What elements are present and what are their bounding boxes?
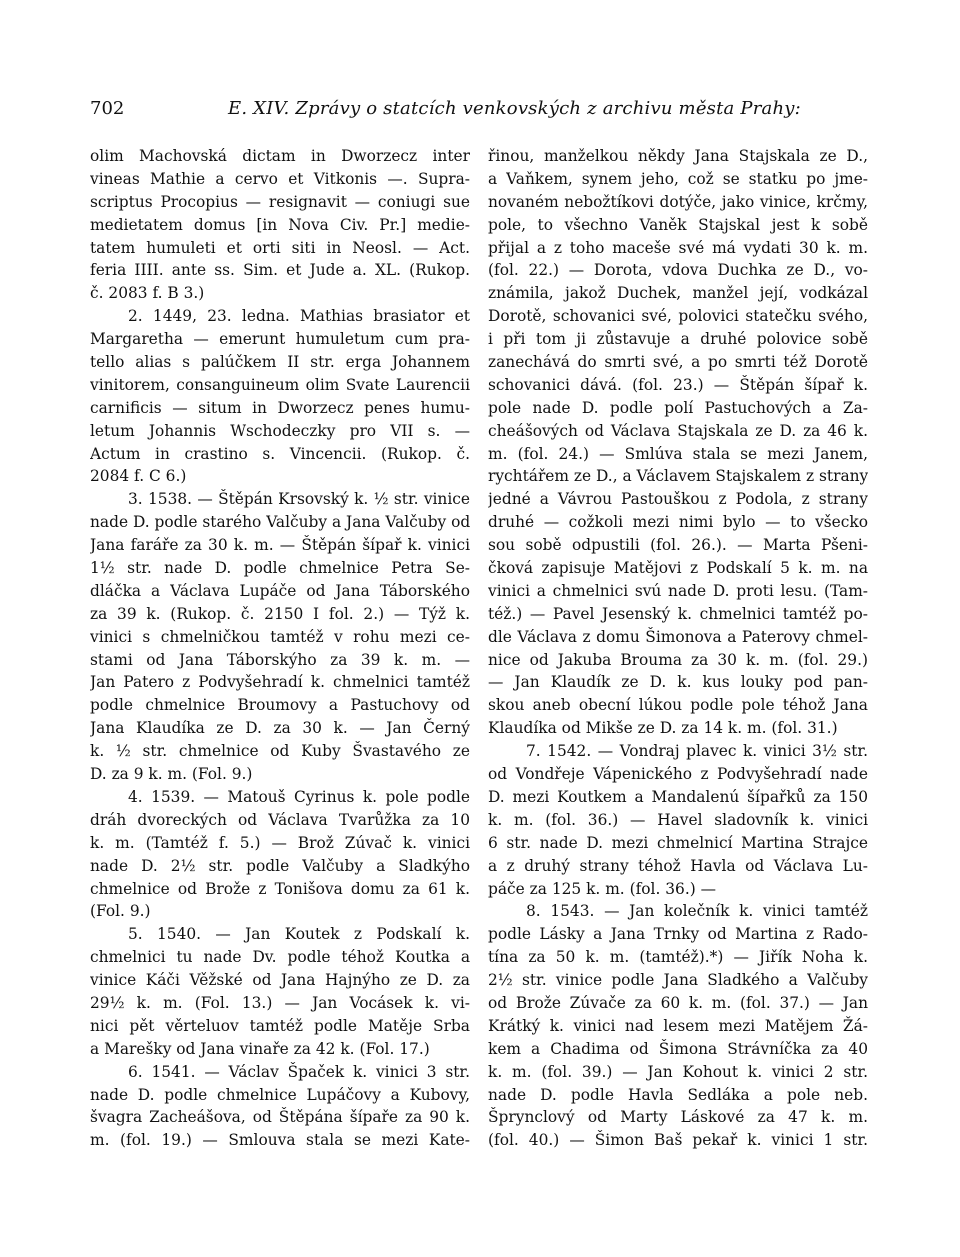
text-line: Jana faráře za 30 k. m. — Štěpán šípař k. vinici: [90, 536, 470, 555]
text-line: a z druhý strany téhož Havla od Václava Lu-: [488, 856, 868, 875]
text-line: tello alias s palúčkem II str. erga Johannem: [90, 353, 470, 372]
text-line: nade D. 2½ str. podle Valčuby a Sladkýho: [90, 856, 470, 875]
text-line: nade D. podle chmelnice Lupáčovy a Kubovy,: [90, 1085, 470, 1104]
text-line: za 39 k. (Rukop. č. 2150 I fol. 2.) — Týž k.: [90, 604, 470, 623]
text-line: vinitorem, consanguineum olim Svate Laurencii: [90, 375, 470, 394]
text-line: kem a Chadima od Šimona Strávníčka za 40: [488, 1039, 868, 1058]
text-line: podle Lásky a Jana Trnky od Martina z Rado-: [488, 925, 868, 944]
text-line: 8. 1543. — Jan kolečník k. vinici tamtéž: [526, 902, 868, 921]
text-line: dráh dvoreckých od Václava Tvarůžka za 10: [90, 810, 470, 829]
text-line: čková zapisuje Matějovi z Podskalí 5 k. m. na: [488, 559, 868, 578]
text-line: k. m. (fol. 39.) — Jan Kohout k. vinici 2 str.: [488, 1062, 868, 1081]
text-line: známila, jakož Duchek, manžel její, vodkázal: [488, 284, 868, 303]
text-line: zanechává do smrti své, a po smrti též Dorotě: [488, 353, 868, 372]
text-line: m. (fol. 24.) — Smlúva stala se mezi Janem,: [488, 444, 868, 463]
text-line: Šprynclový od Marty Láskové za 47 k. m.: [488, 1108, 868, 1127]
text-line: — Jan Klaudík ze D. k. kus louky pod pan-: [488, 673, 868, 692]
text-line: páče za 125 k. m. (fol. 36.) —: [488, 879, 717, 898]
text-line: Klaudíka od Mikše ze D. za 14 k. m. (fol. 31.): [488, 719, 838, 738]
text-line: a Marešky od Jana vinaře za 42 k. (Fol. 17.): [90, 1039, 430, 1058]
text-line: rychtářem ze D., a Václavem Stajskalem z strany: [488, 467, 868, 486]
text-line: tína za 50 k. m. (tamtéž).*) — Jiřík Noha k.: [488, 948, 868, 967]
text-line: dláčka a Václava Lupáče od Jana Táborského: [90, 581, 470, 600]
text-line: pole nade D. podle polí Pastuchových a Za-: [488, 398, 868, 417]
text-line: carnificis — situm in Dworzecz penes humu-: [90, 398, 470, 417]
text-line: i při tom ji zůstavuje a druhé polovice sobě: [488, 330, 868, 349]
text-line: 6 str. nade D. mezi chmelnicí Martina Strajce: [488, 833, 868, 852]
text-line: letum Johannis Wschodeczky pro VII s. —: [90, 421, 470, 440]
text-line: druhé — cožkoli mezi nimi bylo — to všecko: [488, 513, 868, 532]
text-line: chmelnici tu nade Dv. podle téhož Koutka a: [90, 948, 470, 967]
text-line: schovanici dává. (fol. 23.) — Štěpán šípař k.: [488, 375, 868, 394]
text-line: (Fol. 9.): [90, 902, 151, 921]
text-line: jedné a Vávrou Pastouškou z Podola, z strany: [488, 490, 868, 509]
text-line: tatem humuleti et orti siti in Neosl. — Act.: [90, 238, 470, 257]
text-line: Dorotě, schovanici své, polovici statečku svého,: [488, 307, 868, 326]
text-line: sou sobě odpustili (fol. 26.). — Marta Pšeni-: [488, 536, 868, 555]
text-line: k. ½ str. chmelnice od Kuby Švastavého ze: [90, 742, 470, 761]
text-line: nice od Jakuba Brouma za 30 k. m. (fol. 29.): [488, 650, 868, 669]
page-number: 702: [90, 98, 125, 119]
text-line: podle chmelnice Broumovy a Pastuchovy od: [90, 696, 470, 715]
text-line: k. m. (Tamtéž f. 5.) — Brož Zúvač k. vinici: [90, 833, 470, 852]
text-line: 4. 1539. — Matouš Cyrinus k. pole podle: [128, 787, 470, 806]
text-line: Margaretha — emerunt humuletum cum pra-: [90, 330, 470, 349]
text-line: č. 2083 f. B 3.): [90, 284, 205, 303]
text-line: D. za 9 k. m. (Fol. 9.): [90, 765, 253, 784]
text-line: švagra Zacheášova, od Štěpána šípaře za 90 k.: [90, 1108, 470, 1127]
text-line: 7. 1542. — Vondraj plavec k. vinici 3½ str.: [526, 742, 868, 761]
text-line: D. mezi Koutkem a Mandalenú šípařků za 150: [488, 787, 868, 806]
text-line: Actum in crastino s. Vincencii. (Rukop. č.: [90, 444, 470, 463]
running-header: [90, 98, 870, 128]
text-line: 2. 1449, 23. ledna. Mathias brasiator et: [128, 307, 470, 326]
text-line: nici pět věrteluov tamtéž podle Matěje Srba: [90, 1016, 470, 1035]
right-text-column: [488, 145, 868, 1152]
text-line: dle Václava z domu Šimonova a Paterovy chmel-: [488, 627, 868, 646]
text-line: vinici s chmelničkou tamtéž v rohu mezi ce-: [90, 627, 470, 646]
text-line: scriptus Procopius — resignavit — coniugi sue: [90, 192, 470, 211]
text-line: od Brože Zúvače za 60 k. m. (fol. 37.) — Jan: [488, 993, 868, 1012]
text-line: 6. 1541. — Václav Špaček k. vinici 3 str.: [128, 1062, 470, 1081]
text-line: pole, to všechno Vaněk Stajskal jest k sobě: [488, 215, 868, 234]
text-line: 5. 1540. — Jan Koutek z Podskalí k.: [128, 925, 470, 944]
text-line: 2½ str. vinice podle Jana Sladkého a Valčuby: [488, 971, 868, 990]
running-head-title: E. XIV. Zprávy o statcích venkovských z archivu města Prahy:: [228, 98, 801, 119]
text-line: cheášových od Václava Stajskala ze D. za 46 k.: [488, 421, 868, 440]
text-line: a Vaňkem, synem jeho, což se statku po jme-: [488, 169, 868, 188]
text-line: nade D. podle starého Valčuby a Jana Valčuby od: [90, 513, 470, 532]
text-line: Jan Patero z Podvyšehradí k. chmelnici tamtéž: [90, 673, 470, 692]
text-line: 3. 1538. — Štěpán Krsovský k. ½ str. vinice: [128, 490, 470, 509]
text-line: vineas Mathie a cervo et Vitkonis —. Supra-: [90, 169, 470, 188]
text-line: chmelnice od Brože z Tonišova domu za 61 k.: [90, 879, 470, 898]
text-line: k. m. (fol. 36.) — Havel sladovník k. vinici: [488, 810, 868, 829]
text-line: vinici a chmelnici svú nade D. proti lesu. (Tam-: [488, 581, 868, 600]
text-line: (fol. 40.) — Šimon Baš pekař k. vinici 1 str.: [488, 1131, 868, 1150]
text-line: 29½ k. m. (Fol. 13.) — Jan Vocásek k. vi-: [90, 993, 470, 1012]
text-line: (fol. 22.) — Dorota, vdova Duchka ze D., vo-: [488, 261, 868, 280]
text-line: Jana Klaudíka ze D. za 30 k. — Jan Černý: [90, 719, 470, 738]
text-line: od Vondřeje Vápenického z Podvyšehradí nade: [488, 765, 868, 784]
text-line: přijal a z toho maceše své má vydati 30 k. m.: [488, 238, 868, 257]
text-line: nade D. podle Havla Sedláka a pole neb.: [488, 1085, 868, 1104]
text-line: olim Machovská dictam in Dworzecz inter: [90, 147, 470, 165]
text-line: vinice Káči Věžské od Jana Hajnýho ze D. za: [90, 971, 470, 990]
text-line: m. (fol. 19.) — Smlouva stala se mezi Kate-: [90, 1131, 470, 1150]
left-text-column: [90, 145, 470, 1152]
text-line: řinou, manželkou někdy Jana Stajskala ze D.,: [488, 147, 868, 165]
text-line: skou aneb obecní lúkou podle pole téhož Jana: [488, 696, 868, 715]
text-line: Krátký k. vinici nad lesem mezi Matějem Žá-: [488, 1016, 868, 1035]
text-line: též.) — Pavel Jesenský k. chmelnici tamtéž po-: [488, 604, 868, 623]
text-line: feria IIII. ante ss. Sim. et Jude a. XL. (Rukop.: [90, 261, 470, 280]
text-line: 2084 f. C 6.): [90, 467, 187, 486]
text-line: novaném nebožtíkovi dotýče, jako vinice, krčmy,: [488, 192, 868, 211]
text-line: medietatem domus [in Nova Civ. Pr.] medie-: [90, 215, 470, 234]
text-line: 1½ str. nade D. podle chmelnice Petra Se-: [90, 559, 470, 578]
text-line: stami od Jana Táborskýho za 39 k. m. —: [90, 650, 470, 669]
